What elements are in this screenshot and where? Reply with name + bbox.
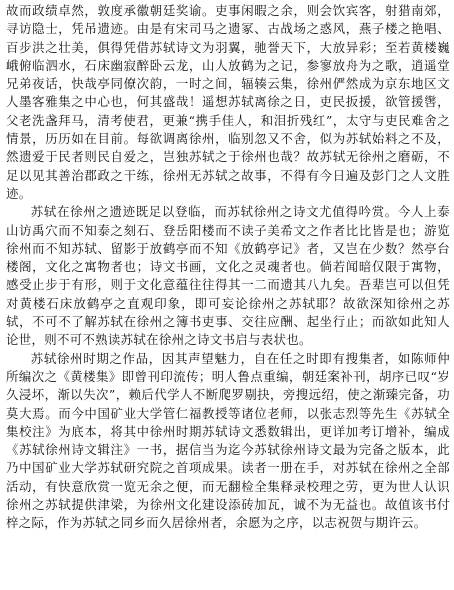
paragraph-1: 故而政绩卓然，敦度承徽朝廷奖谕。吏事闲暇之余，则会饮宾客，射猎南郊，寻访隐士，凭吊遗迹。由是有宋司马之遗冢、古战场之惑风，燕子楼之艳唱、百步洪之壮美，俱得凭借苏轼诗文为羽翼，驰誉天下，大放异彩；至若黄楼巍峨俯临泗水，石床幽寂醉卧云龙，山人放鹤为之记，参寥放舟为之歌，逍遥堂兄弟夜话，快哉亭同僚次韵，一时之间，辐辏云集，徐州俨然成为京东地区文人墨客雅集之中心也，何其盛哉！遥想苏轼离徐之日，吏民扳援，欲管援辔，父老洗盏拜马，清考使君，更兼“携手佳人，和泪折残红”，太守与吏民难舍之情景，历历如在目前。每欲调离徐州，临别忽又不舍，似为苏轼始料之不及，然遗爱于民者则民自爱之，岂独苏轼之于徐州也哉？故苏轼无徐州之磨砺，不足以见其善治郡政之干练，徐州无苏轼之故事，不得有今日遍及彭门之人文胜迹。 [6, 3, 450, 201]
paragraph-2: 苏轼在徐州之遗迹既足以登临，而苏轼徐州之诗文尤值得吟赏。今人上泰山访禹穴而不知泰之刻石、登岳阳楼而不读子美希文之作者比比皆是也；游览徐州而不知苏轼、留影于放鹤亭而不知《放鹤亭记》者，又岂在少数？然亭台楼阁，文化之寓物者也；诗文书画，文化之灵魂者也。倘若闻暗仅限于寓物，感受止步于有形，则于文化意蕴往往得其一二而遗其八九矣。吾辈岂可以但凭对黄楼石床放鹤亭之直观印象，即可妄论徐州之苏轼耶？故欲深知徐州之苏轼，不可不了解苏轼在徐州之簿书吏事、交往应酬、起坐行止；而欲如此知人论世，则不可不熟读苏轼在徐州之诗文书启与表状也。 [6, 204, 450, 348]
paragraph-3: 苏轼徐州时期之作品，因其声望魅力，自在任之时即有搜集者，如陈师仲所编次之《黄楼集》即曾刊印流传；明人鲁点重编，朝廷案补刊，胡序已叹“岁久浸坏，渐以失次”，赖后代学人不断爬罗剔抉，旁搜远绍，使之渐臻完备，功莫大焉。而今中国矿业大学管仁福教授等诸位老师，以张志烈等先生《苏轼全集校注》为底本，将其中徐州时期苏轼诗文悉数辑出，更详加考订增补，编成《苏轼徐州诗文辑注》一书，据信当为迄今苏轼徐州诗文最为完备之版本，此乃中国矿业大学苏轼研究院之首项成果。读者一册在手，对苏轼在徐州之全部活动，有快意欣赏一览无余之便，而无翻检全集释录校理之劳，更为世人认识徐州之苏轼提供津梁，为徐州文化建设添砖加瓦，诚不为无益也。故值该书付梓之际，作为苏轼之同乡而久居徐州者，余愿为之序，以志祝贺与期许云。 [6, 350, 450, 531]
